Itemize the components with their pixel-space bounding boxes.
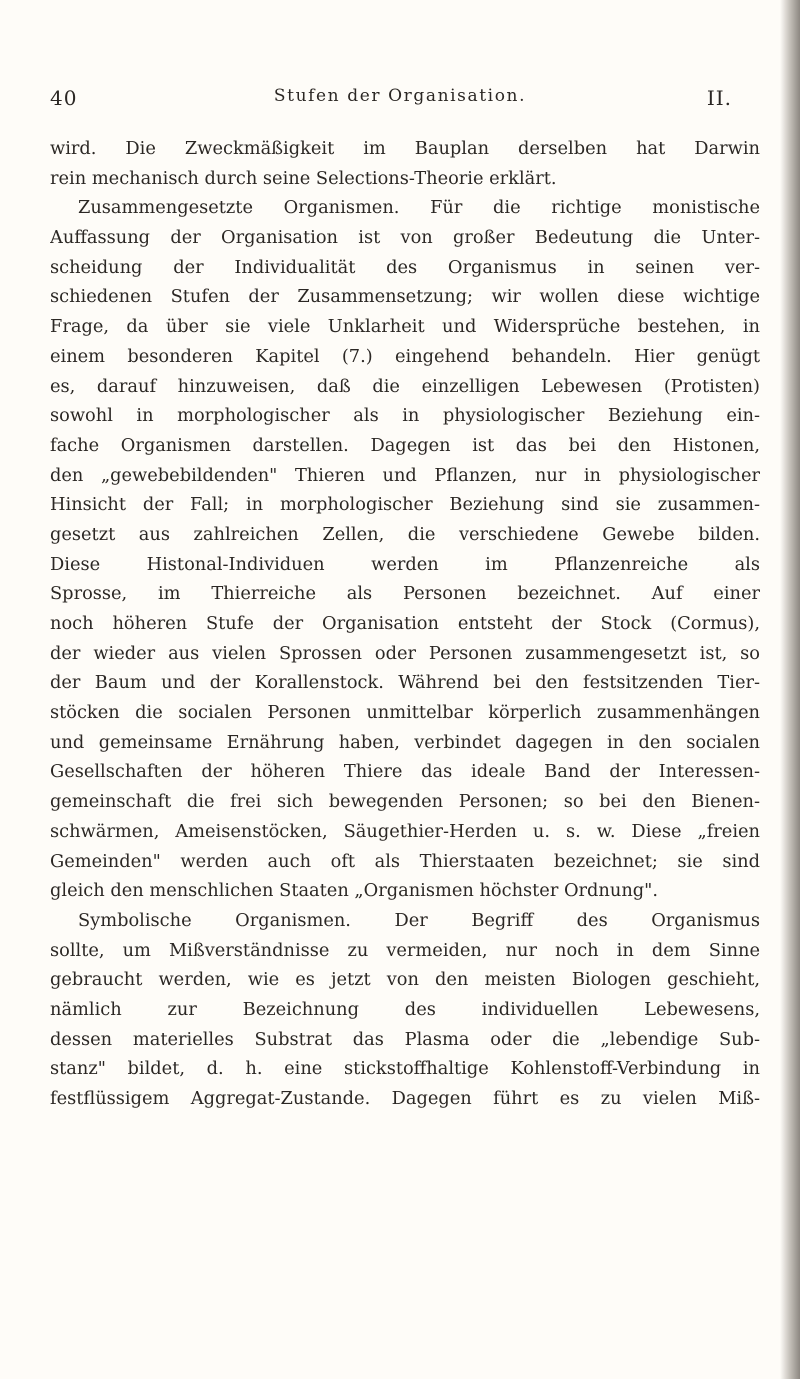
text-line: Hinsicht der Fall; in morphologischer Beziehung sind sie zusammen- — [50, 494, 760, 516]
text-line: sowohl in morphologischer als in physiologischer Beziehung ein- — [50, 405, 760, 427]
text-line: Gesellschaften der höheren Thiere das ideale Band der Interessen- — [50, 761, 760, 783]
section-heading-line: Symbolische Organismen. Der Begriff des Organismus — [78, 909, 760, 931]
text-line: dessen materielles Substrat das Plasma oder die „lebendige Sub- — [50, 1028, 760, 1050]
section-heading-line: Zusammengesetzte Organismen. Für die richtige monistische — [78, 197, 760, 219]
page-edge-shadow — [780, 0, 800, 1379]
text-line: Frage, da über sie viele Unklarheit und Widersprüche bestehen, in — [50, 316, 760, 338]
text-line: rein mechanisch durch seine Selections-Theorie erklärt. — [50, 167, 557, 189]
text-line: einem besonderen Kapitel (7.) eingehend behandeln. Hier genügt — [50, 345, 760, 367]
text-line: den „gewebebildenden" Thieren und Pflanzen, nur in physiologischer — [50, 464, 760, 486]
text-line: festflüssigem Aggregat-Zustande. Dagegen führt es zu vielen Miß- — [50, 1088, 760, 1109]
text-line: scheidung der Individualität des Organismus in seinen ver- — [50, 256, 760, 278]
text-line: fache Organismen darstellen. Dagegen ist das bei den Histonen, — [50, 434, 760, 456]
text-line: Diese Histonal-Individuen werden im Pflanzenreiche als — [50, 553, 760, 575]
text-line: gesetzt aus zahlreichen Zellen, die verschiedene Gewebe bilden. — [50, 523, 760, 545]
text-line: stöcken die socialen Personen unmittelbar körperlich zusammenhängen — [50, 702, 760, 724]
text-line: noch höheren Stufe der Organisation entsteht der Stock (Cormus), — [50, 613, 760, 634]
text-line: Auffassung der Organisation ist von großer Bedeutung die Unter- — [50, 227, 760, 249]
text-line: es, darauf hinzuweisen, daß die einzelligen Lebewesen (Protisten) — [50, 375, 760, 397]
running-head: Stufen der Organisation. — [273, 86, 527, 106]
text-line: gemeinschaft die frei sich bewegenden Personen; so bei den Bienen- — [50, 791, 760, 813]
page-header — [50, 86, 750, 116]
text-line: gleich den menschlichen Staaten „Organismen höchster Ordnung". — [50, 880, 659, 902]
text-line: Sprosse, im Thierreiche als Personen bezeichnet. Auf einer — [50, 583, 760, 605]
text-line: schiedenen Stufen der Zusammensetzung; wir wollen diese wichtige — [50, 286, 760, 308]
text-line: wird. Die Zweckmäßigkeit im Bauplan derselben hat Darwin — [50, 138, 760, 159]
text-line: sollte, um Mißverständnisse zu vermeiden, nur noch in dem Sinne — [50, 939, 760, 961]
text-line: schwärmen, Ameisenstöcken, Säugethier-Herden u. s. w. Diese „freien — [50, 820, 760, 842]
text-line: Gemeinden" werden auch oft als Thierstaaten bezeichnet; sie sind — [50, 850, 760, 872]
text-line: der Baum und der Korallenstock. Während bei den festsitzenden Tier- — [50, 672, 760, 694]
text-line: gebraucht werden, wie es jetzt von den meisten Biologen geschieht, — [50, 969, 760, 991]
text-line: und gemeinsame Ernährung haben, verbindet dagegen in den socialen — [50, 731, 760, 753]
text-line: nämlich zur Bezeichnung des individuellen Lebewesens, — [50, 998, 760, 1020]
body-text — [50, 134, 760, 1114]
page-number: 40 — [50, 86, 78, 110]
text-line: der wieder aus vielen Sprossen oder Personen zusammengesetzt ist, so — [50, 642, 760, 664]
text-line: stanz" bildet, d. h. eine stickstoffhaltige Kohlenstoff-Verbindung in — [50, 1058, 760, 1080]
chapter-number: II. — [706, 86, 732, 110]
